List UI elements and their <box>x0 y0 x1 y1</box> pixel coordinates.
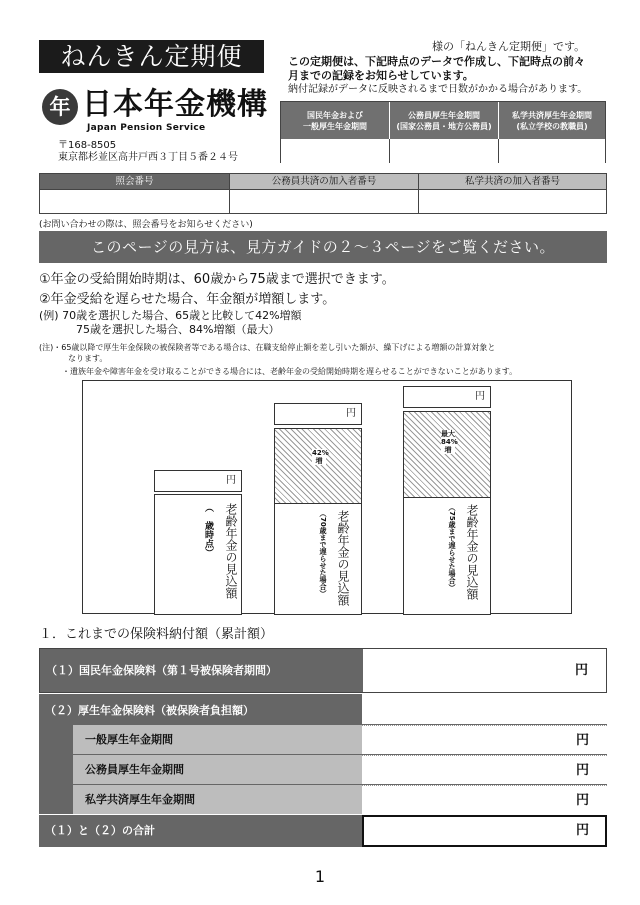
intro-line-1: この定期便は、下記時点のデータで作成し、下記時点の前々 <box>288 55 585 68</box>
pay-sub-general-label: 一般厚生年金期間 <box>73 725 362 754</box>
pay-row-national <box>39 648 607 693</box>
pay-row-total-label: （１）と（２）の合計 <box>39 815 362 847</box>
org-english-name: Japan Pension Service <box>87 123 206 133</box>
bar3-label: 老齢年金の見込額 <box>465 504 479 600</box>
ref-value-public <box>230 190 419 213</box>
bar2-base <box>274 503 362 615</box>
pay-group-employee <box>39 694 607 814</box>
note-1b: なります。 <box>68 354 108 363</box>
note-1: (注)・65歳以降で厚生年金保険の被保険者等である場合は、在職支給停止額を差し引いた額が、繰下げによる増額の計算対象と <box>39 343 496 352</box>
jps-logo-icon: 年 <box>42 89 78 125</box>
pay-sub-private-label: 私学共済厚生年金期間 <box>73 785 362 814</box>
bar3-increase <box>403 411 491 498</box>
pay-row-national-label: （１）国民年金保険料（第１号被保険者期間） <box>40 649 363 692</box>
bar2-increase <box>274 428 362 504</box>
period-value-public <box>390 139 499 163</box>
period-table <box>280 101 606 163</box>
point-1: ①年金の受給開始時期は、60歳から75歳まで選択できます。 <box>39 272 395 287</box>
intro-line-3: 納付記録がデータに反映されるまで日数がかかる場合があります。 <box>288 84 588 95</box>
period-header-public: 公務員厚生年金期間 (国家公務員・地方公務員) <box>390 102 499 139</box>
pay-row-employee-label: （２）厚生年金保険料（被保険者負担額） <box>39 694 362 726</box>
ref-value-private <box>419 190 606 213</box>
bar1-base <box>154 494 242 615</box>
ref-note: (お問い合わせの際は、照会番号をお知らせください) <box>39 220 253 230</box>
pay-sub-general-value: 円 <box>362 725 607 754</box>
bar3-yen-box: 円 <box>403 386 491 408</box>
bar1-yen-box: 円 <box>154 470 242 492</box>
pay-row-total <box>39 815 607 847</box>
org-name: 日本年金機構 <box>82 87 268 122</box>
period-value-national <box>281 139 390 163</box>
pay-row-national-value: 円 <box>363 649 606 692</box>
postal-code: 〒168-8505 <box>58 140 117 151</box>
period-header-private: 私学共済厚生年金期間 (私立学校の教職員) <box>499 102 605 139</box>
bar2-increase-label: 42%増 <box>312 449 329 465</box>
period-value-private <box>499 139 605 163</box>
deferral-chart <box>82 380 572 614</box>
pay-row-total-value: 円 <box>362 815 607 847</box>
pay-sub-public-label: 公務員厚生年金期間 <box>73 755 362 784</box>
pay-sub-private-value: 円 <box>362 785 607 814</box>
ref-header-inquiry: 照会番号 <box>40 174 230 190</box>
guide-banner: このページの見方は、見方ガイドの２～３ページをご覧ください。 <box>39 231 607 263</box>
intro-line-2: 月までの記録をお知らせしています。 <box>288 69 474 82</box>
bar3-increase-label: 最大84%増 <box>441 430 458 454</box>
bar2-yen-box: 円 <box>274 403 362 425</box>
bar1-sub: （ 歳時点） <box>203 503 213 557</box>
example-1: (例) 70歳を選択した場合、65歳と比較して42%増額 <box>39 309 302 322</box>
pay-sub-public-value: 円 <box>362 755 607 784</box>
payments-section-title: １．これまでの保険料納付額（累計額） <box>39 627 274 642</box>
ref-header-private: 私学共済の加入者番号 <box>419 174 606 190</box>
bar1-label: 老齢年金の見込額 <box>224 503 238 599</box>
ref-value-inquiry <box>40 190 230 213</box>
reference-table <box>39 173 607 214</box>
note-2: ・遺族年金や障害年金を受け取ることができる場合には、老齢年金の受給開始時期を遅らせることができないことがあります。 <box>62 367 518 376</box>
bar3-sub: （75歳まで遅らせた場合） <box>448 504 456 591</box>
org-address: 東京都杉並区高井戸西３丁目５番２４号 <box>58 152 238 163</box>
page-number: 1 <box>314 867 326 886</box>
bar3-base <box>403 497 491 615</box>
bar2-sub: （70歳まで遅らせた場合） <box>319 510 327 597</box>
recipient-line: 様の「ねんきん定期便」です。 <box>432 40 586 53</box>
ref-header-public: 公務員共済の加入者番号 <box>230 174 419 190</box>
pay-row-employee-blank <box>362 694 607 724</box>
bar2-label: 老齢年金の見込額 <box>336 510 350 606</box>
period-header-national: 国民年金および 一般厚生年金期間 <box>281 102 390 139</box>
document-title: ねんきん定期便 <box>39 40 264 73</box>
point-2: ②年金受給を遅らせた場合、年金額が増額します。 <box>39 292 336 307</box>
example-2: 75歳を選択した場合、84%増額（最大） <box>76 323 280 336</box>
